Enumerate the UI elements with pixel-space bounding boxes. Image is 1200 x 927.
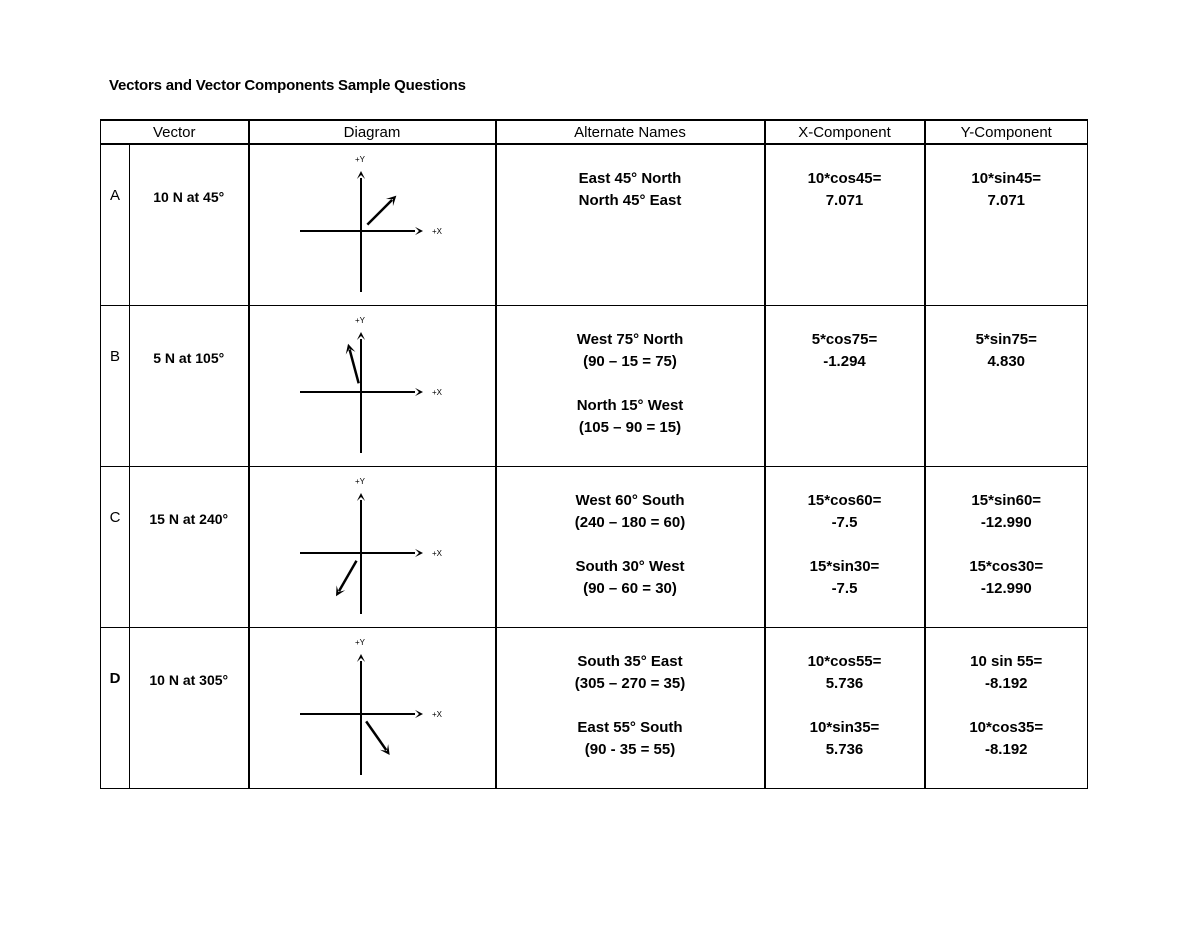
alt-name: (105 – 90 = 15) bbox=[578, 419, 682, 436]
x-value: 7.071 bbox=[825, 192, 864, 209]
vector-diagram bbox=[249, 306, 496, 467]
vector-diagram-svg bbox=[250, 628, 497, 788]
x-value: -7.5 bbox=[831, 514, 858, 531]
alt-name: South 35° East bbox=[577, 653, 683, 670]
row-letter: A bbox=[101, 144, 130, 306]
vector-diagram bbox=[249, 144, 496, 306]
y-formula: 15*cos30= bbox=[969, 558, 1044, 575]
vector-diagram-svg bbox=[250, 145, 497, 305]
alt-name: (240 – 180 = 60) bbox=[574, 514, 686, 531]
alternate-names bbox=[496, 628, 765, 789]
y-component bbox=[925, 467, 1088, 628]
alt-name: (305 – 270 = 35) bbox=[574, 675, 686, 692]
y-component bbox=[925, 628, 1088, 789]
vector-table bbox=[100, 119, 1088, 789]
alternate-names bbox=[496, 306, 765, 467]
alt-name: West 75° North bbox=[576, 331, 684, 348]
alternate-names bbox=[496, 467, 765, 628]
x-formula: 15*sin30= bbox=[809, 558, 880, 575]
alt-name: West 60° South bbox=[575, 492, 685, 509]
y-formula: 10*sin45= bbox=[971, 170, 1042, 187]
alt-name: (90 - 35 = 55) bbox=[584, 741, 676, 758]
vector-arrow bbox=[367, 200, 392, 225]
x-component bbox=[765, 306, 925, 467]
header-x-component: X-Component bbox=[765, 120, 925, 144]
x-axis-arrowhead bbox=[414, 549, 422, 557]
alternate-names bbox=[496, 144, 765, 306]
x-axis-arrowhead bbox=[414, 227, 422, 235]
x-formula: 10*cos55= bbox=[807, 653, 882, 670]
x-value: 5.736 bbox=[825, 741, 864, 758]
x-formula: 5*cos75= bbox=[811, 331, 878, 348]
header-y-component: Y-Component bbox=[925, 120, 1088, 144]
vector-arrow bbox=[366, 721, 386, 750]
header-diagram: Diagram bbox=[249, 120, 496, 144]
y-value: 7.071 bbox=[987, 192, 1026, 209]
alt-name: East 55° South bbox=[577, 719, 683, 736]
vector-magnitude: 15 N at 240° bbox=[130, 467, 249, 628]
y-axis-label: +Y bbox=[354, 316, 365, 325]
x-value: -7.5 bbox=[831, 580, 858, 597]
vector-magnitude: 5 N at 105° bbox=[130, 306, 249, 467]
table-row bbox=[101, 144, 1088, 306]
y-formula: 15*sin60= bbox=[971, 492, 1042, 509]
table-row bbox=[101, 306, 1088, 467]
y-axis-label: +Y bbox=[354, 638, 365, 647]
row-letter: C bbox=[101, 467, 130, 628]
table-row bbox=[101, 628, 1088, 789]
y-axis-label: +Y bbox=[354, 477, 365, 486]
vector-magnitude: 10 N at 45° bbox=[130, 144, 249, 306]
x-component bbox=[765, 628, 925, 789]
y-component bbox=[925, 144, 1088, 306]
x-axis-label: +X bbox=[431, 388, 442, 397]
x-value: -1.294 bbox=[823, 353, 866, 370]
alt-name: North 15° West bbox=[576, 397, 684, 414]
x-axis-label: +X bbox=[431, 549, 442, 558]
x-axis-arrowhead bbox=[414, 710, 422, 718]
table-header-row bbox=[101, 120, 1088, 144]
y-axis-label: +Y bbox=[354, 155, 365, 164]
x-value: 5.736 bbox=[825, 675, 864, 692]
y-axis-arrowhead bbox=[356, 493, 364, 501]
row-letter: B bbox=[101, 306, 130, 467]
row-letter: D bbox=[101, 628, 130, 789]
alt-name: (90 – 60 = 30) bbox=[583, 580, 677, 597]
y-value: -8.192 bbox=[984, 675, 1028, 692]
y-component bbox=[925, 306, 1088, 467]
vector-magnitude: 10 N at 305° bbox=[130, 628, 249, 789]
x-component bbox=[765, 467, 925, 628]
table-row bbox=[101, 467, 1088, 628]
vector-arrow bbox=[339, 561, 357, 591]
x-formula: 10*cos45= bbox=[807, 170, 882, 187]
y-formula: 10 sin 55= bbox=[970, 653, 1043, 670]
vector-diagram bbox=[249, 628, 496, 789]
y-axis-arrowhead bbox=[356, 171, 364, 179]
alt-name: North 45° East bbox=[578, 192, 682, 209]
y-value: -12.990 bbox=[980, 580, 1032, 597]
x-axis-label: +X bbox=[431, 710, 442, 719]
y-formula: 5*sin75= bbox=[975, 331, 1037, 348]
header-vector: Vector bbox=[101, 120, 249, 144]
y-axis-arrowhead bbox=[356, 332, 364, 340]
x-formula: 10*sin35= bbox=[809, 719, 880, 736]
header-alternate-names: Alternate Names bbox=[496, 120, 765, 144]
alt-name: South 30° West bbox=[575, 558, 685, 575]
vector-diagram-svg bbox=[250, 306, 497, 466]
y-axis-arrowhead bbox=[356, 654, 364, 662]
x-component bbox=[765, 144, 925, 306]
y-value: -8.192 bbox=[984, 741, 1028, 758]
x-formula: 15*cos60= bbox=[807, 492, 882, 509]
y-value: -12.990 bbox=[980, 514, 1032, 531]
vector-diagram-svg bbox=[250, 467, 497, 627]
vector-arrow bbox=[349, 349, 358, 383]
alt-name: (90 – 15 = 75) bbox=[583, 353, 677, 370]
x-axis-label: +X bbox=[431, 227, 442, 236]
x-axis-arrowhead bbox=[414, 388, 422, 396]
y-formula: 10*cos35= bbox=[969, 719, 1044, 736]
alt-name: East 45° North bbox=[578, 170, 682, 187]
vector-diagram bbox=[249, 467, 496, 628]
y-value: 4.830 bbox=[987, 353, 1026, 370]
page-title: Vectors and Vector Components Sample Questions bbox=[109, 77, 466, 94]
